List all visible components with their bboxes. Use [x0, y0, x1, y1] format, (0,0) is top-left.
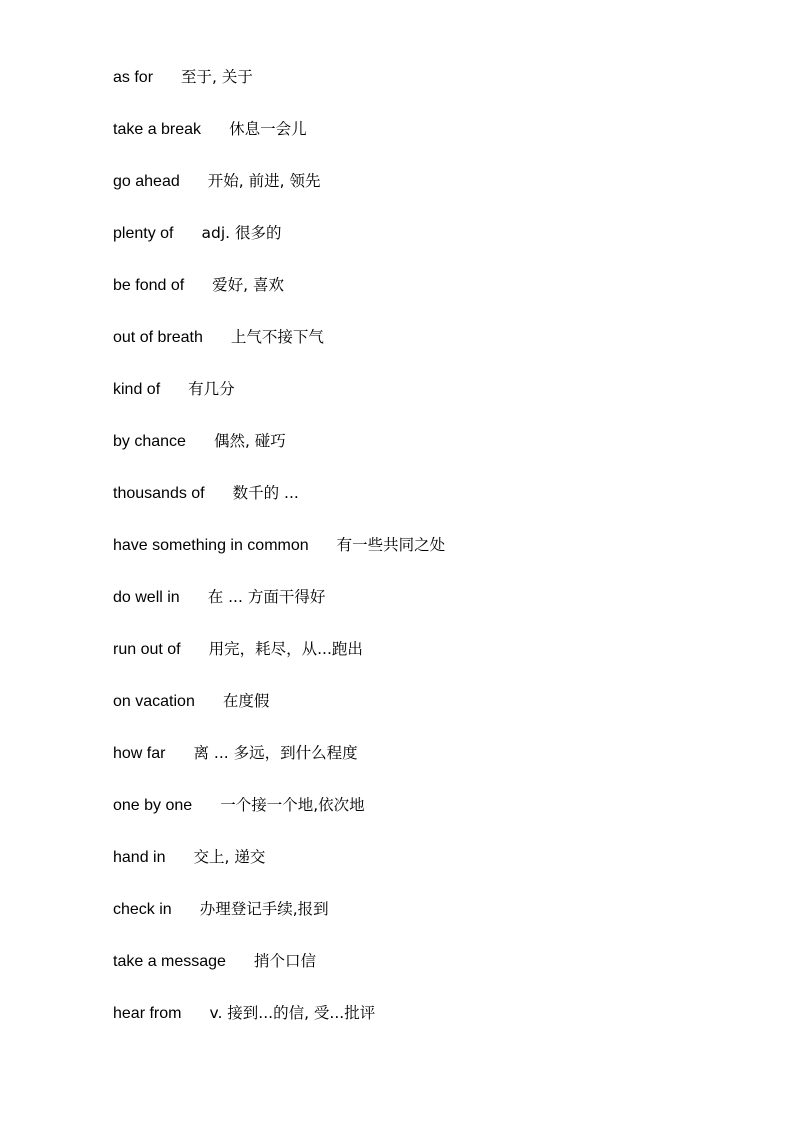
meaning-text: adj. 很多的 [201, 224, 282, 242]
phrase-text: take a message [113, 953, 226, 970]
list-item [113, 377, 753, 429]
list-item [113, 949, 753, 1001]
meaning-text: 在度假 [222, 692, 270, 710]
meaning-text: 有一些共同之处 [336, 536, 446, 554]
phrase-text: on vacation [113, 693, 195, 710]
meaning-text: 数千的 ... [232, 484, 299, 502]
meaning-text: 交上, 递交 [193, 848, 266, 866]
meaning-text: 办理登记手续,报到 [199, 900, 329, 918]
meaning-text: 有几分 [188, 380, 235, 398]
phrase-text: do well in [113, 589, 180, 606]
phrase-text: check in [113, 901, 172, 918]
list-item [113, 273, 753, 325]
meaning-text: 在 ... 方面干得好 [207, 588, 326, 606]
phrase-list [113, 65, 753, 1053]
meaning-text: 一个接一个地,依次地 [220, 796, 365, 814]
list-item [113, 845, 753, 897]
phrase-text: plenty of [113, 225, 174, 242]
list-item [113, 221, 753, 273]
list-item [113, 585, 753, 637]
phrase-text: out of breath [113, 329, 203, 346]
phrase-text: one by one [113, 797, 193, 814]
list-item [113, 325, 753, 377]
phrase-text: have something in common [113, 537, 309, 554]
phrase-text: go ahead [113, 173, 180, 190]
phrase-text: by chance [113, 433, 186, 450]
list-item [113, 1001, 753, 1053]
list-item [113, 637, 753, 689]
phrase-text: hear from [113, 1005, 182, 1022]
meaning-text: 休息一会儿 [229, 120, 307, 138]
phrase-text: be fond of [113, 277, 185, 294]
phrase-text: take a break [113, 121, 202, 138]
phrase-text: run out of [113, 641, 181, 658]
list-item [113, 481, 753, 533]
phrase-text: how far [113, 745, 166, 762]
meaning-text: 捎个口信 [253, 952, 316, 970]
phrase-text: hand in [113, 849, 166, 866]
list-item [113, 897, 753, 949]
phrase-text: thousands of [113, 485, 205, 502]
phrase-text: as for [113, 69, 154, 86]
meaning-text: 爱好, 喜欢 [212, 276, 285, 294]
list-item [113, 689, 753, 741]
list-item [113, 429, 753, 481]
list-item [113, 169, 753, 221]
meaning-text: 离 ... 多远，到什么程度 [193, 744, 358, 762]
meaning-text: v. 接到...的信, 受...批评 [209, 1004, 376, 1022]
meaning-text: 开始, 前进, 领先 [207, 172, 321, 190]
list-item [113, 741, 753, 793]
meaning-text: 上气不接下气 [230, 328, 324, 346]
list-item [113, 793, 753, 845]
meaning-text: 用完，耗尽，从...跑出 [208, 640, 363, 658]
list-item [113, 117, 753, 169]
list-item [113, 533, 753, 585]
meaning-text: 至于, 关于 [181, 68, 253, 86]
meaning-text: 偶然, 碰巧 [213, 432, 286, 450]
list-item [113, 65, 753, 117]
phrase-text: kind of [113, 381, 161, 398]
